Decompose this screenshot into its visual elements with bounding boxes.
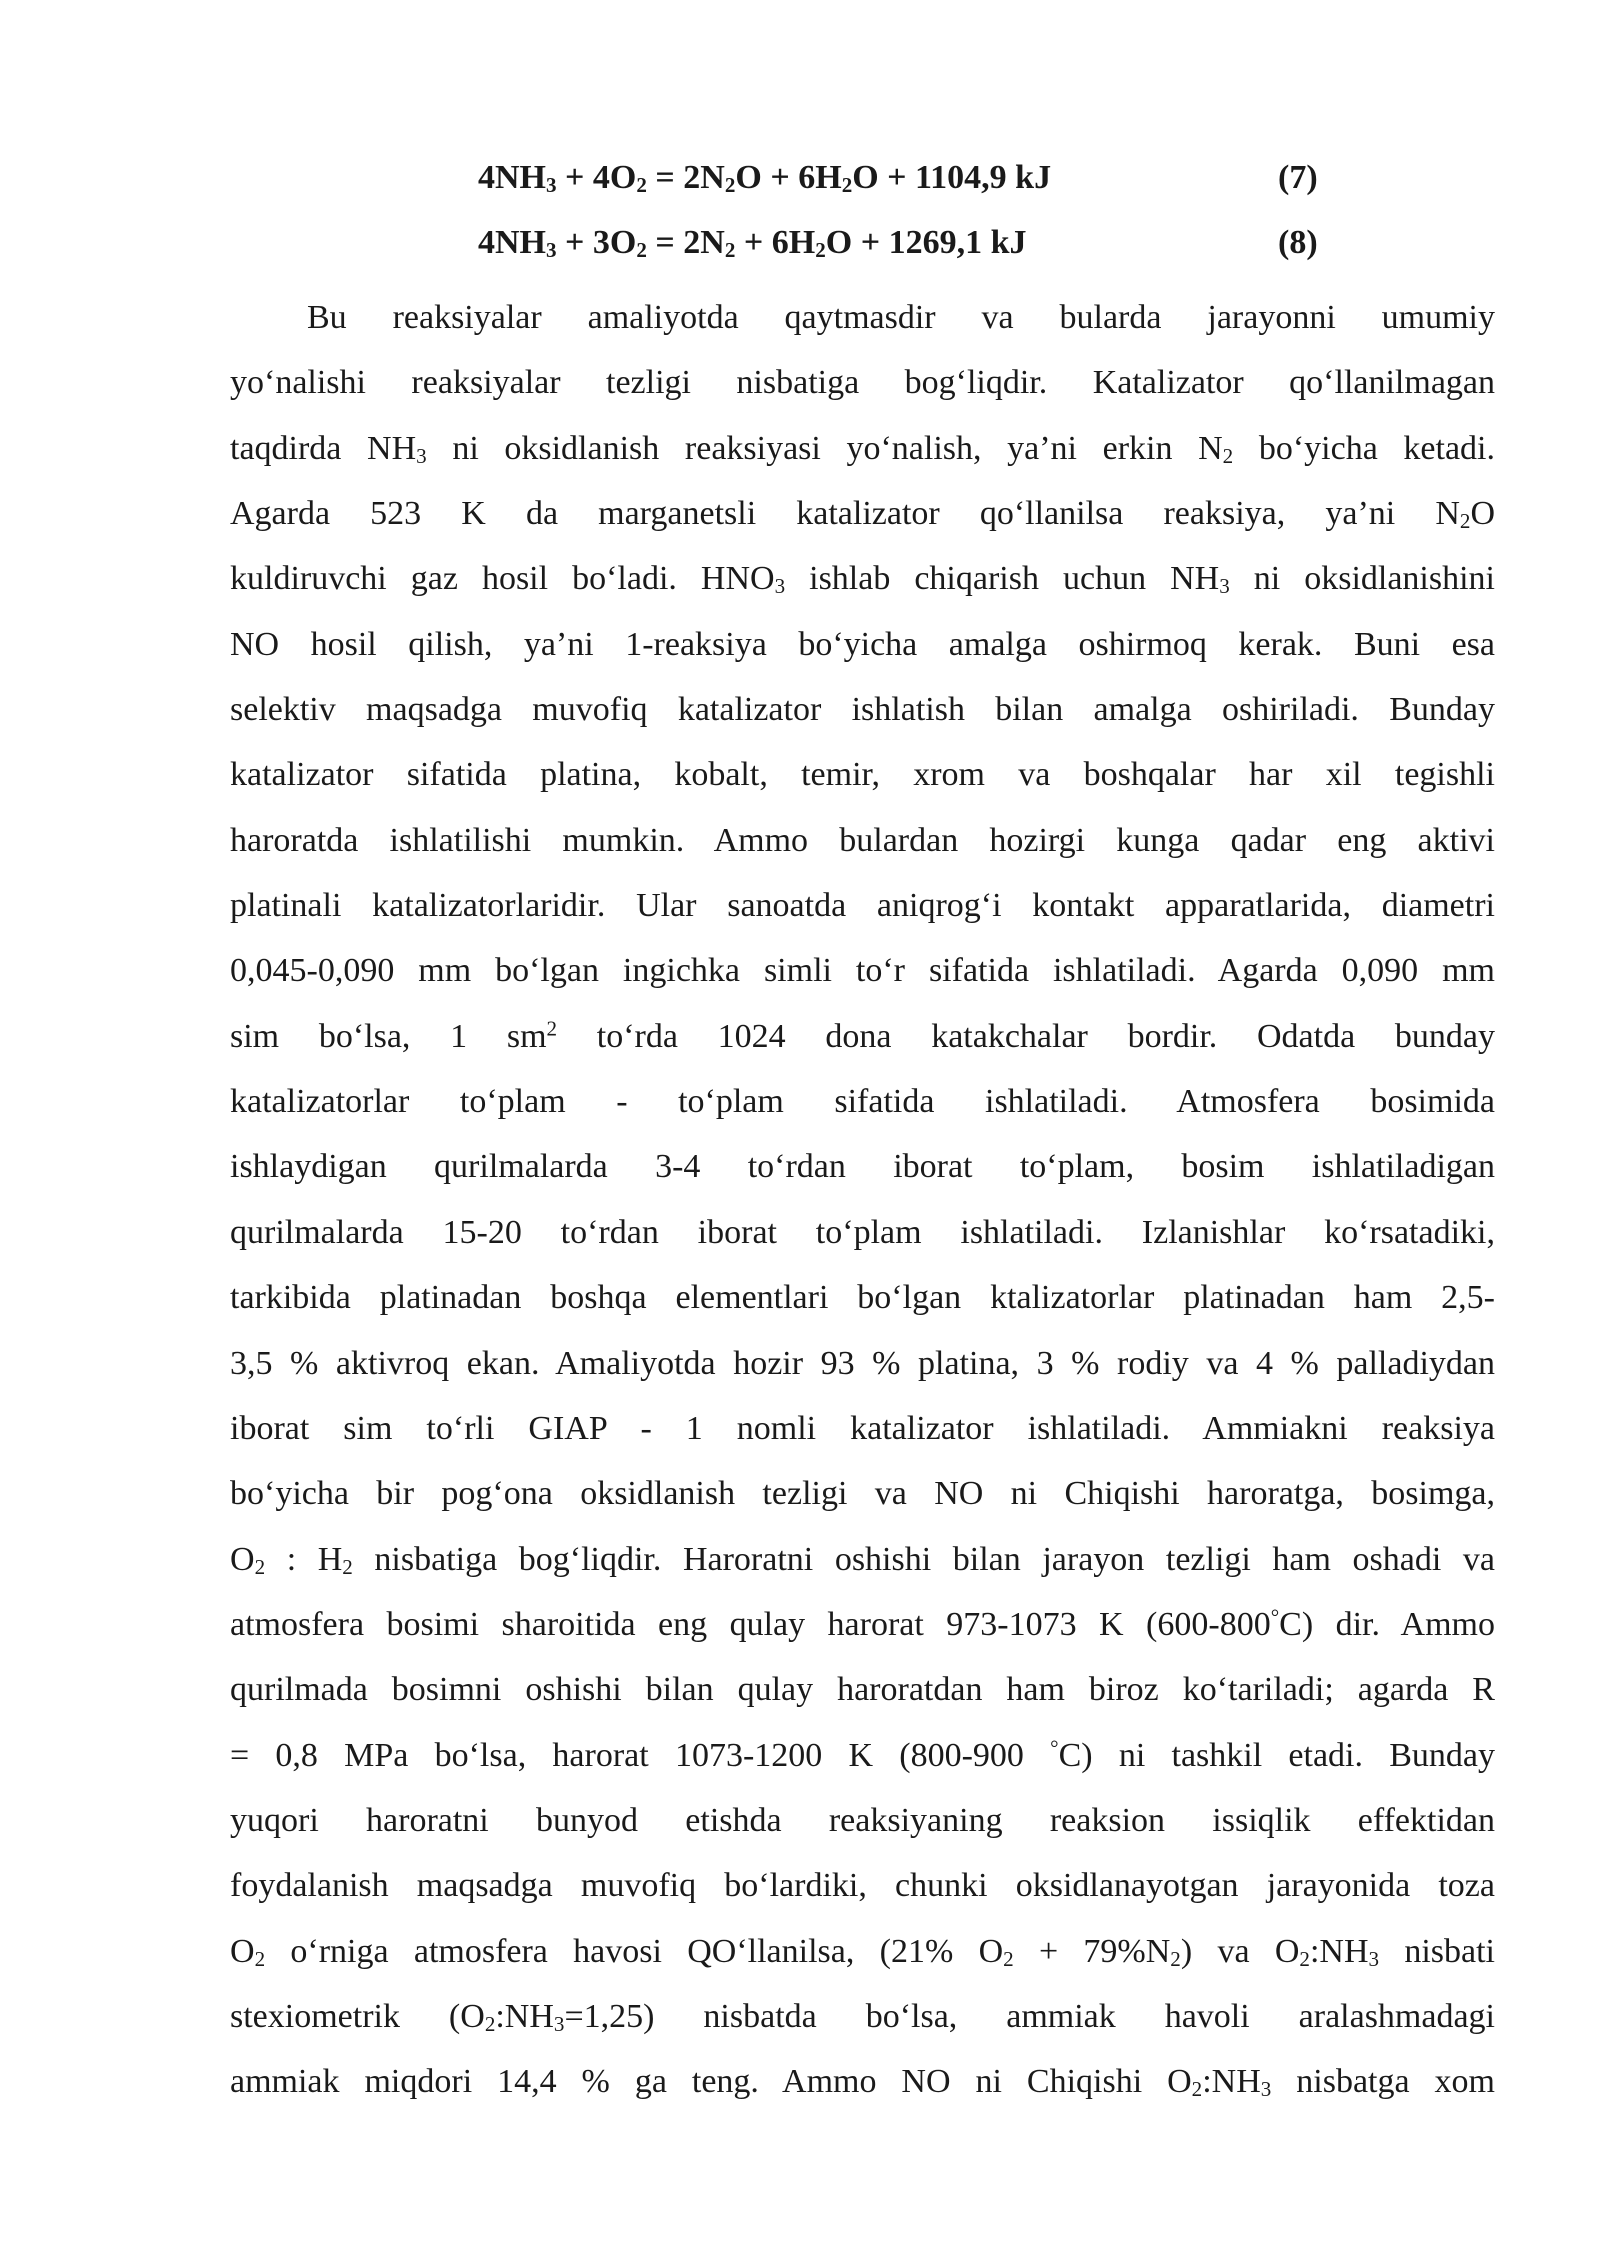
eq-text: + 6H [735,224,816,261]
eq-subscript: 2 [841,172,853,197]
text-line: qurilmalarda 15-20 to‘rdan iborat to‘plam ishlatiladi. Izlanishlar ko‘rsatadiki, [230,1213,1495,1251]
eq-subscript: 2 [815,237,826,262]
text-line: katalizatorlar to‘plam - to‘plam sifatida ishlatiladi. Atmosfera bosimida [230,1083,1495,1121]
text-line: yuqori haroratni bunyod etishda reaksiyaning reaksion issiqlik effektidan [230,1801,1495,1839]
text-line: selektiv maqsadga muvofiq katalizator ishlatish bilan amalga oshiriladi. Bunday [230,691,1495,729]
equation-number: (8) [1278,224,1318,261]
text-line: NO hosil qilish, ya’ni 1-reaksiya bo‘yicha amalga oshirmoq kerak. Buni esa [230,625,1495,663]
text-line: qurilmada bosimni oshishi bilan qulay haroratdan ham biroz ko‘tariladi; agarda R [230,1671,1495,1709]
eq-subscript: 2 [724,172,736,197]
eq-text: O + 6H [735,159,842,196]
eq-text: + 3O [556,224,637,261]
text-line: iborat sim to‘rli GIAP - 1 nomli katalizator ishlatiladi. Ammiakni reaksiya [230,1409,1495,1447]
text-line: ishlaydigan qurilmalarda 3-4 to‘rdan iborat to‘plam, bosim ishlatiladigan [230,1148,1495,1186]
eq-subscript: 3 [546,172,557,197]
text-line: Bu reaksiyalar amaliyotda qaytmasdir va bularda jarayonni umumiy [307,299,1495,336]
eq-subscript: 3 [546,237,557,262]
text-line: sim bo‘lsa, 1 $sm^2$ to‘rda 1024 dona katakchalar bordir. Odatda bunday [230,1016,1495,1055]
eq-text: O + 1104,9 kJ [852,159,1052,196]
text-line: foydalanish maqsadga muvofiq bo‘lardiki, chunki oksidlanayotgan jarayonida toza [230,1867,1495,1905]
eq-subscript: 2 [636,172,647,197]
text-line: = 0,8 MPa bo‘lsa, harorat 1073-1200 K (800-900 °C) ni tashkil etadi. Bunday [230,1734,1495,1774]
text-line: 0,045-0,090 mm bo‘lgan ingichka simli to‘r sifatida ishlatiladi. Agarda 0,090 mm [230,952,1495,990]
eq-text: = 2N [646,159,725,196]
text-line: taqdirda $NH_3$ ni oksidlanish reaksiyasi yo‘nalish, ya’ni erkin $N_2$ bo‘yicha ketadi. [230,429,1495,468]
text-line: platinali katalizatorlaridir. Ular sanoatda aniqrog‘i kontakt apparatlarida, diametri [230,887,1495,925]
text-line: kuldiruvchi gaz hosil bo‘ladi. $HNO_3$ ishlab chiqarish uchun $NH_3$ ni oksidlanishini [230,560,1496,599]
text-line: $O_2$ o‘rniga atmosfera havosi QO‘llanilsa, (21% $O_2 + 79\%N_2$) va $O_2:NH_3$ nisbati [230,1932,1495,1971]
text-line: Agarda 523 K da marganetsli katalizator qo‘llanilsa reaksiya, ya’ni $N_2O$ [230,495,1495,533]
eq-subscript: 2 [636,237,647,262]
eq-subscript: 2 [724,237,736,262]
text-line: haroratda ishlatilishi mumkin. Ammo bulardan hozirgi kunga qadar eng aktivi [230,821,1495,859]
text-line: stexiometrik $(O_2:NH_3=1,25)$ nisbatda bo‘lsa, ammiak havoli aralashmadagi [230,1997,1496,2036]
text-line: yo‘nalishi reaksiyalar tezligi nisbatiga bog‘liqdir. Katalizator qo‘llanilmagan [230,364,1495,402]
text-line: katalizator sifatida platina, kobalt, temir, xrom va boshqalar har xil tegishli [230,756,1495,794]
eq-text: O + 1269,1 kJ [825,224,1027,261]
equation-8 [478,223,1318,263]
equation-number: (7) [1278,159,1318,196]
text-line: $O_2$ : $H_2$ nisbatiga bog‘liqdir. Haroratni oshishi bilan jarayon tezligi ham oshadi va [230,1540,1496,1579]
text-line: atmosfera bosimi sharoitida eng qulay harorat 973-1073 K (600-800°C) dir. Ammo [230,1604,1496,1643]
eq-text: = 2N [646,224,725,261]
eq-text: + 4O [556,159,637,196]
text-line: bo‘yicha bir pog‘ona oksidlanish tezligi va NO ni Chiqishi haroratga, bosimga, [230,1475,1495,1513]
eq-text: 4NH [478,224,546,261]
text-line: ammiak miqdori 14,4 % ga teng. Ammo NO ni Chiqishi $O_2:NH_3$ nisbatga xom [230,2063,1495,2102]
text-line: tarkibida platinadan boshqa elementlari bo‘lgan ktalizatorlar platinadan ham 2,5- [230,1279,1495,1317]
text-line: 3,5 % aktivroq ekan. Amaliyotda hozir 93 % platina, 3 % rodiy va 4 % palladiydan [230,1344,1495,1382]
equation-7 [478,158,1318,198]
body-paragraph [230,285,1495,2115]
eq-text: 4NH [478,159,546,196]
